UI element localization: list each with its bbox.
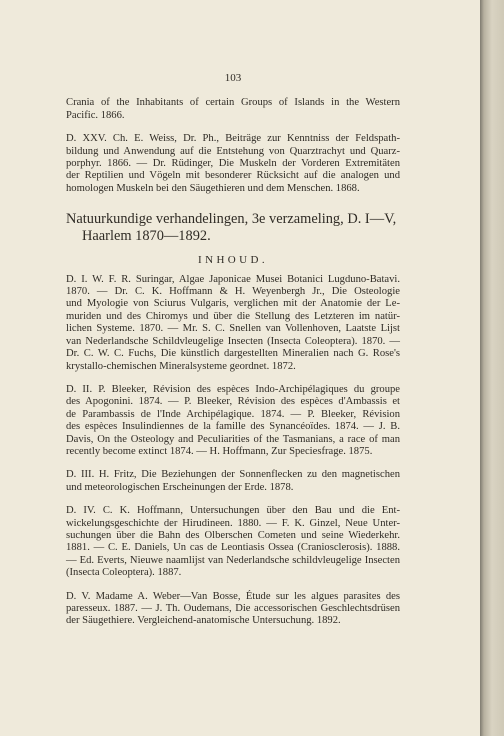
text-line: — Ed. Everts, Nieuwe naamlijst van Nederlandsche schildvleugelige Insecten [66, 554, 400, 566]
text-line: krystallo-chemischen Mineralsysteme geordnet. 1872. [66, 360, 296, 372]
series-title [66, 211, 400, 245]
text-line: der Reptilien und Vögeln mit besonderer Rücksicht auf die analogen und [66, 170, 400, 182]
text-line: D. I. W. F. R. Suringar, Algae Japonicae Musei Botanici Lugduno-Batavi. [66, 273, 400, 285]
text-line: wickelungsgeschichte der Hirudineen. 1880. — F. K. Ginzel, Neue Unter- [66, 517, 400, 529]
text-line: und meteorologischen Erscheinungen der Erde. 1878. [66, 481, 294, 493]
text-line: lichen Systeme. 1870. — Mr. S. C. Snellen van Vollenhoven, Laatste Lijst [66, 323, 400, 335]
text-line: D. II. P. Bleeker, Révision des espèces Indo-Archipélagiques du groupe [66, 383, 400, 395]
text-line: Crania of the Inhabitants of certain Groups of Islands in the Western [66, 97, 400, 109]
entry-xxv [66, 133, 400, 195]
contents-entry [66, 469, 400, 494]
intro-entry [66, 97, 400, 122]
contents-list [66, 274, 400, 628]
text-line: des Apogonini. 1874. — P. Bleeker, Révision des espèces d'Ambassis et [66, 396, 400, 408]
text-line: Davis, On the Osteology and Peculiarities of the Tasmanians, a race of man [66, 433, 400, 445]
text-line: (Insecta Coleoptera). 1887. [66, 567, 182, 579]
text-line: van Nederlandsche Schildvleugelige Insecten (Insecta Coleoptera). 1870. — [66, 335, 400, 347]
page-edge [480, 0, 504, 736]
series-title-line: Natuurkundige verhandelingen, 3e verzameling, D. I—V, [66, 211, 397, 228]
contents-heading: INHOUD. [198, 254, 268, 267]
page-text [66, 72, 400, 639]
text-line: D. IV. C. K. Hoffmann, Untersuchungen über den Bau und die Ent- [66, 505, 400, 517]
page-number: 103 [224, 72, 242, 84]
text-line: D. V. Madame A. Weber—Van Bosse, Étude sur les algues parasites des [66, 590, 400, 602]
text-line: Pacific. 1866. [66, 109, 125, 121]
text-line: paresseux. 1887. — J. Th. Oudemans, Die accessorischen Geschlechtsdrüsen [66, 603, 400, 614]
text-line: bildung und Anwendung auf die Entstehung von Quarztrachyt und Quarz- [66, 145, 400, 157]
text-line: recently become extinct 1874. — H. Hoffmann, Zur Speciesfrage. 1875. [66, 445, 373, 457]
contents-entry [66, 505, 400, 579]
text-line: D. XXV. Ch. E. Weiss, Dr. Ph., Beiträge zur Kenntniss der Feldspath- [66, 133, 400, 145]
text-line: suchungen über die Bahn des Olberschen Cometen und seine Wiederkehr. [66, 529, 400, 541]
text-line: 1870. — Dr. C. K. Hoffmann & H. Weyenbergh Jr., Die Osteologie [66, 286, 400, 298]
text-line: und Myologie von Sciurus Vulgaris, verglichen mit der Anatomie der Le- [66, 298, 400, 310]
text-line: muriden und des Chiromys und über die Stellung des Letzteren im natür- [66, 310, 400, 322]
contents-entry [66, 384, 400, 458]
text-line: porphyr. 1866. — Dr. Rüdinger, Die Muskeln der Vorderen Extremitäten [66, 158, 400, 170]
text-line: D. III. H. Fritz, Die Beziehungen der Sonnenflecken zu den magnetischen [66, 469, 400, 481]
contents-entry [66, 274, 400, 373]
text-line: des espèces Insulindiennes de la famille des Synancéoïdes. 1874. — J. B. [66, 421, 400, 433]
text-line: homologen Muskeln bei den Säugethieren und dem Menschen. 1868. [66, 182, 360, 194]
contents-entry [66, 591, 400, 628]
text-line: de Parambassis de l'Inde Archipélagique. 1874. — P. Bleeker, Révision [66, 408, 400, 420]
text-line: der Säugethiere. Vergleichend-anatomische Untersuchung. 1892. [66, 615, 341, 627]
series-title-line: Haarlem 1870—1892. [82, 228, 211, 245]
text-line: Dr. C. W. C. Fuchs, Die künstlich dargestellten Mineralien nach G. Rose's [66, 348, 400, 360]
text-line: 1881. — C. E. Daniels, Un cas de Leontiasis Ossea (Craniosclerosis). 1888. [66, 542, 400, 554]
